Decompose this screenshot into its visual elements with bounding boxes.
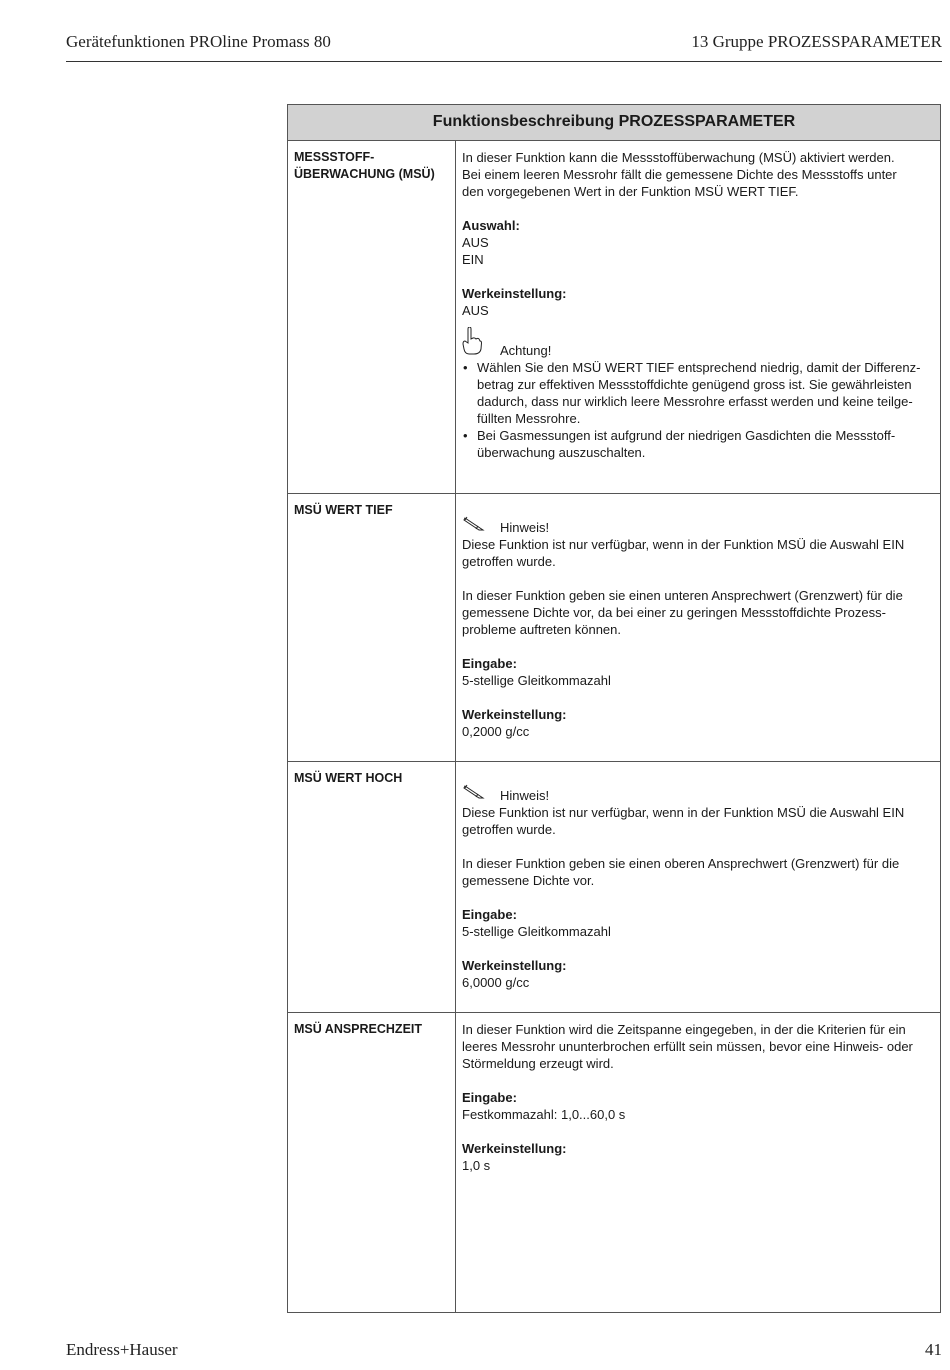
list-item: [462, 359, 934, 427]
default-value: 6,0000 g/cc: [462, 975, 530, 990]
note-title: Hinweis!: [500, 788, 550, 803]
page-header: [66, 32, 942, 62]
text-line: In dieser Funktion geben sie einen unteren Ansprechwert (Grenzwert) für die: [462, 588, 903, 603]
note-heading: [462, 787, 934, 804]
caution-title: Achtung!: [500, 343, 552, 358]
text-line: füllten Messrohre.: [477, 411, 581, 426]
text-line: probleme auftreten können.: [462, 622, 621, 637]
default-label: Werkeinstellung:: [462, 958, 567, 973]
default-value: 1,0 s: [462, 1158, 491, 1173]
table-row: [288, 141, 940, 494]
table-row: [288, 494, 940, 762]
text-line: In dieser Funktion geben sie einen oberen Ansprechwert (Grenzwert) für die: [462, 856, 900, 871]
text-line: In dieser Funktion kann die Messstoffüberwachung (MSÜ) aktiviert werden.: [462, 150, 895, 165]
text-line: • Bei Gasmessungen ist aufgrund der niedrigen Gasdichten die Messstoff-: [477, 428, 896, 443]
text-line: Bei einem leeren Messrohr fällt die gemessene Dichte des Messstoffs unter: [462, 167, 897, 182]
text-line: getroffen wurde.: [462, 822, 556, 837]
row-description: [456, 762, 940, 1012]
text-line: Diese Funktion ist nur verfügbar, wenn in der Funktion MSÜ die Auswahl EIN: [462, 537, 905, 552]
option-value: AUS: [462, 235, 489, 250]
text-line: betrag zur effektiven Messstoffdichte genügend gross ist. Sie gewährleisten: [477, 377, 912, 392]
table-title: Funktionsbeschreibung PROZESSPARAMETER: [288, 105, 940, 141]
auswahl-label: Auswahl:: [462, 218, 520, 233]
default-value: 0,2000 g/cc: [462, 724, 530, 739]
option-value: EIN: [462, 252, 484, 267]
text-line: gemessene Dichte vor.: [462, 873, 595, 888]
row-description: [456, 494, 940, 761]
row-description: [456, 141, 940, 493]
text-line: leeres Messrohr ununterbrochen erfüllt sein müssen, bevor eine Hinweis- oder: [462, 1039, 913, 1054]
caution-heading: [462, 339, 934, 359]
table-row: [288, 1013, 940, 1313]
default-value: AUS: [462, 303, 489, 318]
hand-pointer-icon: [462, 327, 482, 359]
header-section: 13 Gruppe PROZESSPARAMETER: [691, 32, 942, 51]
row-description: [456, 1013, 940, 1313]
default-label: Werkeinstellung:: [462, 707, 567, 722]
text-line: gemessene Dichte vor, da bei einer zu geringen Messstoffdichte Prozess-: [462, 605, 886, 620]
input-label: Eingabe:: [462, 656, 517, 671]
default-label: Werkeinstellung:: [462, 1141, 567, 1156]
input-value: 5-stellige Gleitkommazahl: [462, 924, 611, 939]
caution-list: [462, 359, 934, 461]
row-label: MSÜ WERT TIEF: [288, 494, 456, 761]
row-label: MESSSTOFF- ÜBERWACHUNG (MSÜ): [288, 141, 456, 493]
page-number: 41: [925, 1340, 942, 1359]
note-title: Hinweis!: [500, 520, 550, 535]
text-line: Störmeldung erzeugt wird.: [462, 1056, 614, 1071]
text-line: dadurch, dass nur wirklich leere Messrohre erfasst werden und keine teilge-: [477, 394, 913, 409]
function-table: [287, 104, 941, 1313]
row-label: MSÜ ANSPRECHZEIT: [288, 1013, 456, 1313]
note-heading: [462, 519, 934, 536]
pencil-note-icon: [462, 782, 486, 804]
list-item: [462, 427, 934, 461]
input-label: Eingabe:: [462, 1090, 517, 1105]
pencil-note-icon: [462, 514, 486, 536]
text-line: den vorgegebenen Wert in der Funktion MSÜ WERT TIEF.: [462, 184, 799, 199]
default-label: Werkeinstellung:: [462, 286, 567, 301]
text-line: In dieser Funktion wird die Zeitspanne eingegeben, in der die Kriterien für ein: [462, 1022, 906, 1037]
text-line: überwachung auszuschalten.: [477, 445, 646, 460]
input-value: Festkommazahl: 1,0...60,0 s: [462, 1107, 626, 1122]
row-label: MSÜ WERT HOCH: [288, 762, 456, 1012]
input-label: Eingabe:: [462, 907, 517, 922]
text-line: • Wählen Sie den MSÜ WERT TIEF entsprechend niedrig, damit der Differenz-: [477, 360, 921, 375]
brand-name: Endress+Hauser: [66, 1340, 178, 1359]
text-line: getroffen wurde.: [462, 554, 556, 569]
text-line: Diese Funktion ist nur verfügbar, wenn in der Funktion MSÜ die Auswahl EIN: [462, 805, 905, 820]
input-value: 5-stellige Gleitkommazahl: [462, 673, 611, 688]
table-row: [288, 762, 940, 1013]
header-title: Gerätefunktionen PROline Promass 80: [66, 32, 331, 51]
